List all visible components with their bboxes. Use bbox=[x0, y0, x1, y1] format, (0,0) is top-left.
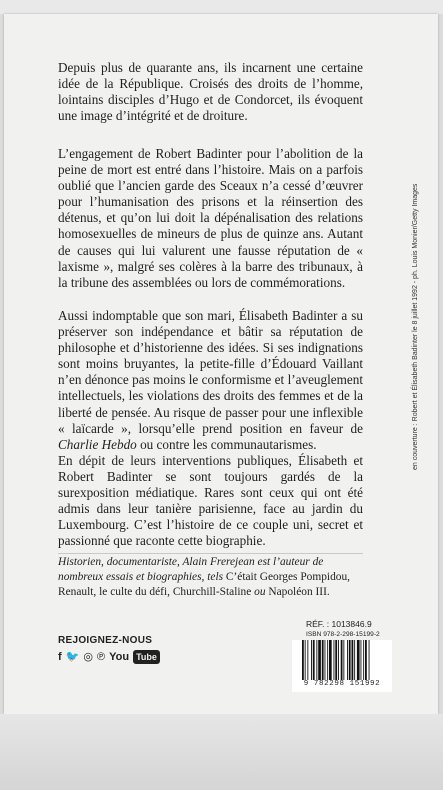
barcode-bar bbox=[338, 640, 339, 680]
barcode-bar bbox=[307, 640, 308, 680]
barcode-bar bbox=[311, 640, 312, 680]
social-icons bbox=[58, 650, 160, 664]
paragraph-elisabeth-end: ou contre les communautarismes. bbox=[136, 436, 317, 452]
barcode-bar bbox=[369, 640, 370, 680]
barcode-bar bbox=[341, 640, 343, 680]
barcode-bar bbox=[325, 640, 326, 680]
barcode-bar bbox=[349, 640, 351, 680]
barcode-bar bbox=[302, 640, 304, 680]
barcode-bar bbox=[361, 640, 362, 680]
pinterest-icon: ℗ bbox=[96, 651, 106, 663]
paragraph-elisabeth bbox=[58, 308, 363, 453]
barcode-bar bbox=[335, 640, 337, 680]
barcode-bar bbox=[316, 640, 317, 680]
barcode-bar bbox=[363, 640, 364, 680]
twitter-icon: 🐦 bbox=[65, 651, 80, 663]
author-bio bbox=[58, 555, 368, 600]
paragraph-couple: En dépit de leurs interventions publiques, Élisabeth et Robert Badinter se sont toujours gardés de la surexposition médiatique. Rares sont ceux qui ont été admis dans leur tanière parisienne, face au jardin du Luxembourg. C’est l’histoire de ce couple uni, secret et passionné que raconte cette biographie. bbox=[58, 453, 363, 549]
youtube-icon-tube: Tube bbox=[133, 650, 160, 664]
youtube-icon-you: You bbox=[109, 651, 130, 663]
barcode-bar bbox=[334, 640, 335, 680]
barcode-bar bbox=[305, 640, 306, 680]
reference-number: RÉF. : 1013846.9 bbox=[306, 619, 372, 629]
barcode-bar bbox=[354, 640, 355, 680]
author-bio-ou: ou bbox=[254, 586, 266, 598]
paragraph-robert: L’engagement de Robert Badinter pour l’abolition de la peine de mort est entré dans l’histoire. Mais on a parfois oublié que l’ancien garde des Sceaux n’a cessé d’œuvrer pour l’humanisation des prisons et la réinsertion des détenus, et qu’on lui doit la dépénalisation des relations homosexuelles de mineurs de plus de quinze ans. Autant de causes qui lui valurent une fausse réputation de « laxisme », malgré ses colères à la barre des tribunaux, à la tribune des assemblées ou lors de commémorations. bbox=[58, 146, 363, 290]
barcode-bar bbox=[329, 640, 332, 680]
isbn-number: ISBN 978-2-298-15199-2 bbox=[306, 631, 380, 638]
barcode-bar bbox=[327, 640, 328, 680]
barcode-bar bbox=[322, 640, 324, 680]
barcode-bars bbox=[302, 640, 388, 680]
barcode-bar bbox=[347, 640, 348, 680]
author-bio-italic: Historien, documentariste, Alain Frerejean est l’auteur de nombreux essais et biographies, tels bbox=[58, 556, 324, 583]
author-bio-last-work: Napoléon III. bbox=[265, 586, 330, 598]
barcode-bar bbox=[318, 640, 321, 680]
charlie-hebdo-title: Charlie Hebdo bbox=[58, 436, 137, 452]
facebook-icon: f bbox=[58, 651, 62, 663]
barcode-bar bbox=[313, 640, 315, 680]
author-bio-works: C’était Georges Pompidou, Renault, le culte du défi, Churchill-Staline bbox=[58, 571, 351, 598]
photo-credit: en couverture : Robert et Élisabeth Badinter le 8 juillet 1992 - ph. Louis Monier/Getty Images bbox=[412, 183, 419, 470]
barcode bbox=[292, 640, 392, 692]
separator-line bbox=[58, 553, 363, 554]
instagram-icon: ◎ bbox=[83, 651, 93, 663]
join-us-label: REJOIGNEZ-NOUS bbox=[58, 635, 153, 646]
barcode-bar bbox=[365, 640, 367, 680]
barcode-bar bbox=[352, 640, 354, 680]
paragraph-intro: Depuis plus de quarante ans, ils incarnent une certaine idée de la République. Croisés des droits de l’homme, lointains disciples d’Hugo et de Condorcet, ils évoquent une image d’intégrité et de droiture. bbox=[58, 60, 363, 124]
book-bottom-edge bbox=[0, 714, 443, 790]
book-top-edge bbox=[0, 0, 443, 14]
barcode-bar bbox=[357, 640, 360, 680]
barcode-number: 9 782298 151992 bbox=[303, 680, 381, 688]
paragraph-elisabeth-text: Aussi indomptable que son mari, Élisabeth Badinter a su préserver son indépendance et bâtir sa réputation de philosophe et d’historienne des idées. Si ses indignations sont moins bruyantes, la petite-fille d’Édouard Vaillant n’en dénonce pas moins le conformisme et l’aveuglement intellectuels, les violations des droits des femmes et de la liberté de pensée. Au risque de passer pour une inflexible « laïcarde », lorsqu’elle prend position en faveur de bbox=[58, 308, 363, 436]
barcode-bar bbox=[343, 640, 344, 680]
